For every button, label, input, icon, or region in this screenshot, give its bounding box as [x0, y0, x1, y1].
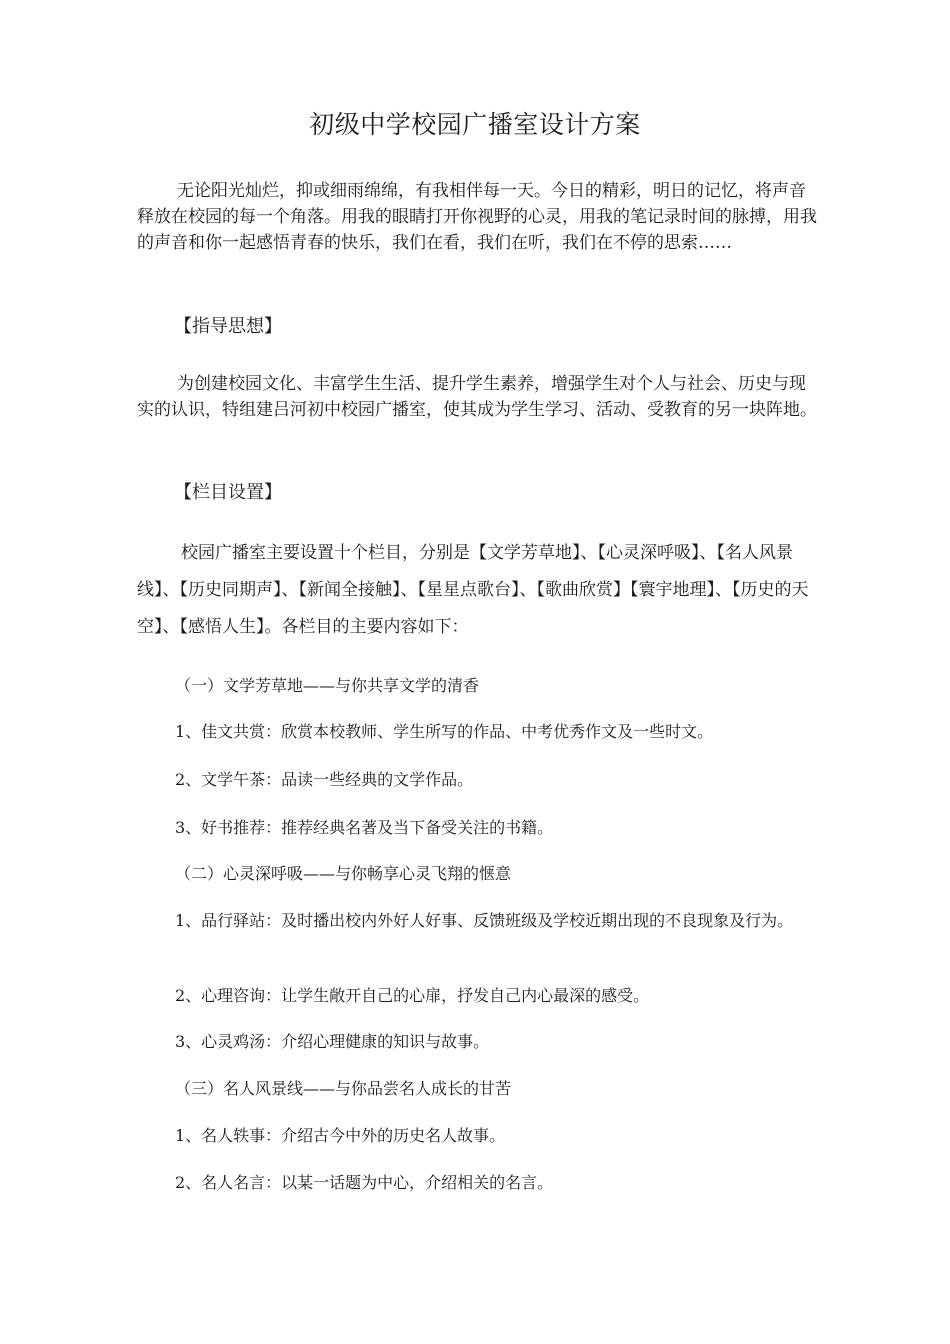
columns-paragraph: 校园广播室主要设置十个栏目，分别是【文学芳草地】、【心灵深呼吸】、【名人风景线】、【历史同期声】、【新闻全接触】、【星星点歌台】、【歌曲欣赏】【寰宇地理】、【历史的天空】、【感悟人生】。各栏目的主要内容如下：: [137, 543, 809, 637]
list-item: 1、名人轶事：介绍古今中外的历史名人故事。: [175, 1126, 506, 1145]
subsection-heading: （一）文学芳草地——与你共享文学的清香: [175, 676, 480, 695]
section-heading-guide: 【指导思想】: [174, 316, 282, 337]
list-item: 2、文学午茶：品读一些经典的文学作品。: [175, 770, 474, 789]
list-item: 3、心灵鸡汤：介绍心理健康的知识与故事。: [175, 1032, 490, 1051]
list-item: 1、品行驿站：及时播出校内外好人好事、反馈班级及学校近期出现的不良现象及行为。: [175, 911, 794, 930]
subsection-heading: （三）名人风景线——与你品尝名人成长的甘苦: [175, 1079, 512, 1098]
subsection-heading: （二）心灵深呼吸——与你畅享心灵飞翔的惬意: [175, 864, 512, 883]
list-item: 1、佳文共赏：欣赏本校教师、学生所写的作品、中考优秀作文及一些时文。: [175, 722, 714, 741]
list-item: 3、好书推荐：推荐经典名著及当下备受关注的书籍。: [175, 818, 554, 837]
page-title: 初级中学校园广播室设计方案: [309, 110, 641, 139]
intro-paragraph: 无论阳光灿烂，抑或细雨绵绵，有我相伴每一天。今日的精彩，明日的记忆，将声音释放在校园的每一个角落。用我的眼睛打开你视野的心灵，用我的笔记录时间的脉搏，用我的声音和你一起感悟青春的快乐，我们在看，我们在听，我们在不停的思索……: [137, 181, 817, 253]
list-item: 2、名人名言：以某一话题为中心，介绍相关的名言。: [175, 1173, 554, 1192]
section-heading-columns: 【栏目设置】: [174, 482, 282, 503]
guide-paragraph: 为创建校园文化、丰富学生生活、提升学生素养，增强学生对个人与社会、历史与现实的认识，特组建吕河初中校园广播室，使其成为学生学习、活动、受教育的另一块阵地。: [137, 374, 817, 420]
list-item: 2、心理咨询：让学生敞开自己的心扉，抒发自己内心最深的感受。: [175, 986, 650, 1005]
